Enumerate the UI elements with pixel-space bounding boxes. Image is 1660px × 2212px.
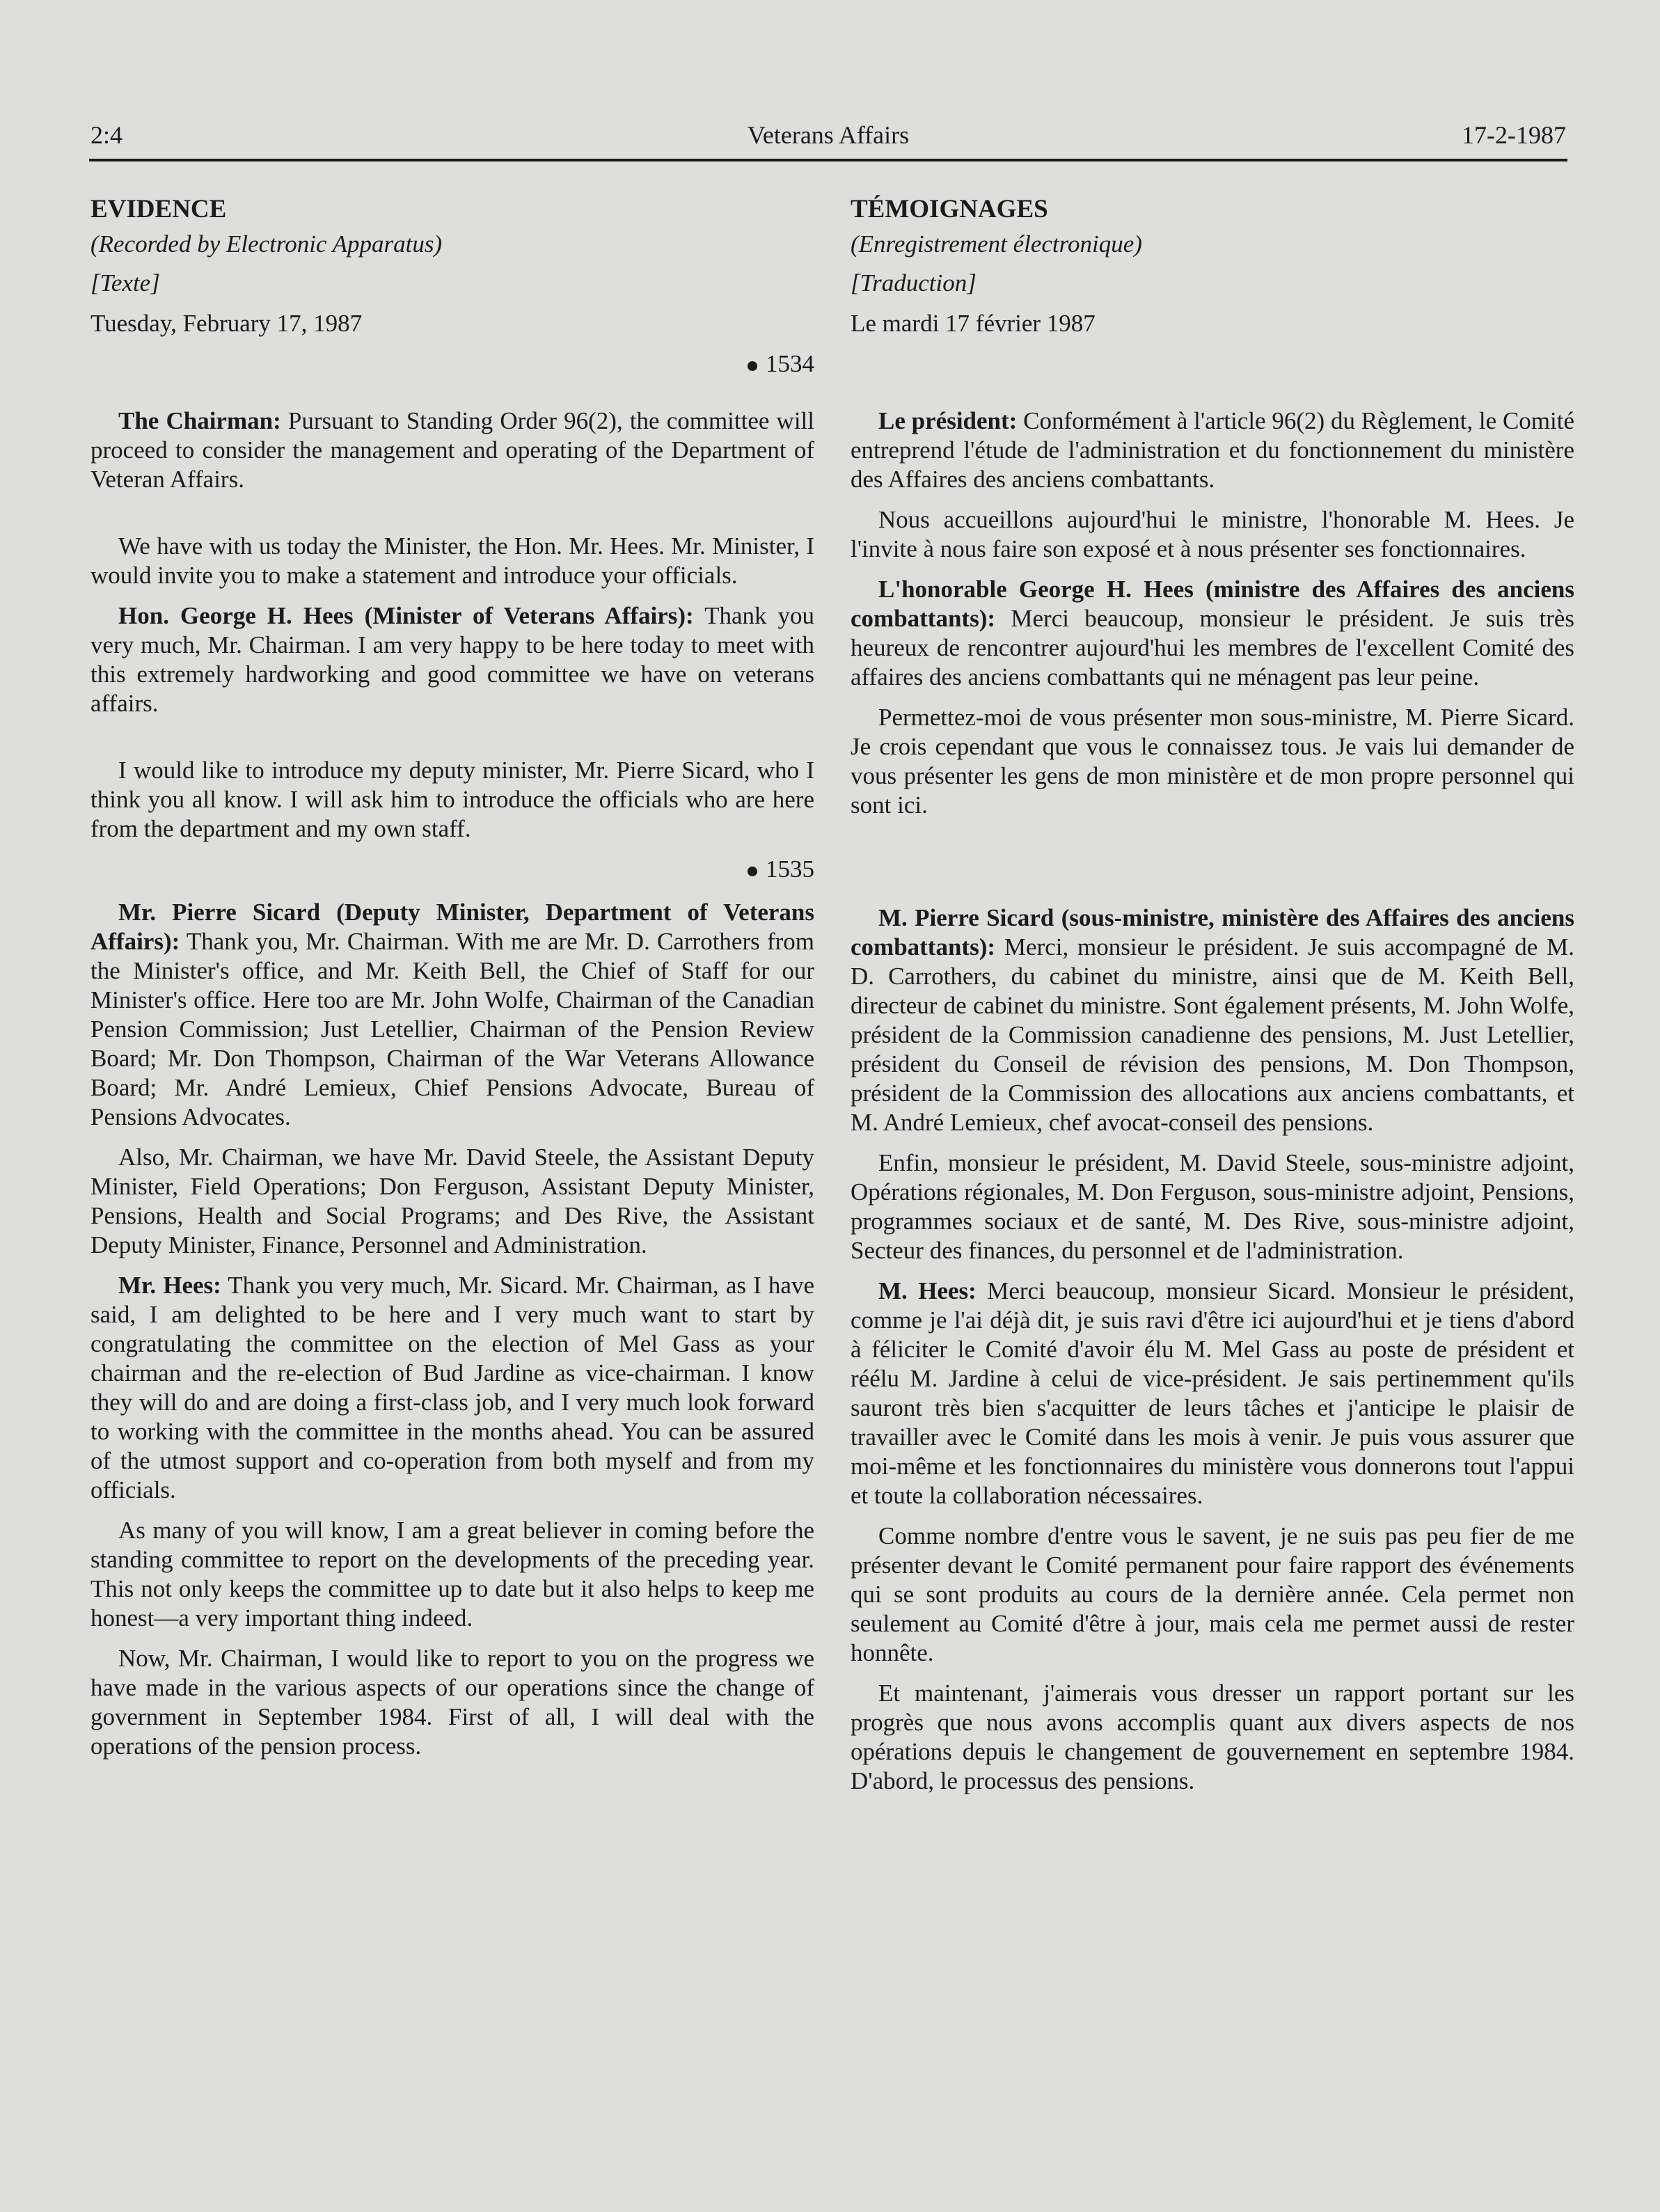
recording-note: (Enregistrement électronique) (851, 230, 1142, 258)
paragraph: M. Hees: Merci beaucoup, monsieur Sicard. Monsieur le président, comme je l'ai déjà dit, je suis ravi d'être ici aujourd'hui et je tiens d'abord à féliciter le Comité d'avoir élu M. Mel Gass au poste de président et réélu M. Jardine à celui de vice-président. Je sais pertinemment qu'ils sauront très bien s'acquitter de leurs tâches et j'anticipe le plaisir de travailler avec le Comité dans les mois à venir. Je puis vous assurer que moi-même et les fonctionnaires du ministère vous donnerons tout l'appui et toute la collaboration nécessaires. (851, 1277, 1574, 1509)
speaker: Hon. George H. Hees (Minister of Veterans Affairs): (118, 602, 694, 629)
speaker: The Chairman: (118, 407, 281, 434)
french-column (851, 188, 1574, 1796)
paragraph: M. Pierre Sicard (sous-ministre, ministère des Affaires des anciens combattants): Merci, monsieur le président. Je suis accompagné de M. D. Carrothers, du cabinet du ministre, ainsi que de M. Keith Bell, directeur de cabinet du ministre. Sont également présents, M. John Wolfe, président de la Commission canadienne des pensions, M. Just Letellier, président du Conseil de révision des pensions, M. Don Thompson, président de la Commission des allocations aux anciens combattants, et M. André Lemieux, chef avocat-conseil des pensions. (851, 904, 1574, 1136)
speaker: Mr. Hees: (118, 1272, 221, 1299)
section-heading: EVIDENCE (90, 195, 227, 223)
header-rule (89, 159, 1567, 161)
bullet-icon (748, 361, 757, 371)
paragraph: Hon. George H. Hees (Minister of Veterans Affairs): Thank you very much, Mr. Chairman. I am very happy to be here today to meet with this extremely hardworking and good committee we have on veterans affairs. (90, 602, 814, 717)
paragraph: Et maintenant, j'aimerais vous dresser un rapport portant sur les progrès que nous avons accomplis quant aux divers aspects de nos opérations depuis le changement de gouvernement en septembre 1984. D'abord, le processus des pensions. (851, 1680, 1574, 1794)
timestamp-1535: 1535 (90, 855, 814, 884)
speaker: M. Pierre Sicard (sous-ministre, ministère des Affaires des anciens combattants): (851, 904, 1574, 961)
english-column (90, 188, 814, 1761)
text-note: [Traduction] (851, 269, 977, 297)
paragraph: L'honorable George H. Hees (ministre des Affaires des anciens combattants): Merci beaucoup, monsieur le président. Je suis très heureux de rencontrer aujourd'hui les membres de l'excellent Comité des affaires des anciens combattants qui ne ménagent pas leur peine. (851, 576, 1574, 690)
paragraph: We have with us today the Minister, the Hon. Mr. Hees. Mr. Minister, I would invite you to make a statement and introduce your officials. (90, 532, 814, 589)
speaker: M. Hees: (878, 1277, 977, 1304)
paragraph: The Chairman: Pursuant to Standing Order 96(2), the committee will proceed to consider the management and operating of the Department of Veteran Affairs. (90, 407, 814, 493)
page-header (90, 120, 1566, 161)
timestamp-1534: 1534 (90, 349, 814, 379)
speaker: L'honorable George H. Hees (ministre des Affaires des anciens combattants): (851, 576, 1574, 632)
recording-note: (Recorded by Electronic Apparatus) (90, 230, 443, 258)
speaker: Mr. Pierre Sicard (Deputy Minister, Department of Veterans Affairs): (90, 899, 814, 955)
paragraph: Le président: Conformément à l'article 96(2) du Règlement, le Comité entreprend l'étude de l'administration et du fonctionnement du ministère des Affaires des anciens combattants. (851, 407, 1574, 493)
text-note: [Texte] (90, 269, 160, 297)
paragraph: Now, Mr. Chairman, I would like to report to you on the progress we have made in the various aspects of our operations since the change of government in September 1984. First of all, I will deal with the operations of the pension process. (90, 1645, 814, 1760)
paragraph: Comme nombre d'entre vous le savent, je ne suis pas peu fier de me présenter devant le Comité permanent pour faire rapport des événements qui se sont produits au cours de la dernière année. Cela permet non seulement au Comité d'être à jour, mais cela me permet aussi de rester honnête. (851, 1522, 1574, 1666)
header-date: 17-2-1987 (1462, 121, 1566, 149)
page-number: 2:4 (90, 121, 123, 149)
bullet-icon (748, 867, 757, 876)
speaker: Le président: (878, 407, 1018, 434)
paragraph: As many of you will know, I am a great believer in coming before the standing committee to report on the developments of the preceding year. This not only keeps the committee up to date but it also helps to keep me honest—a very important thing indeed. (90, 1517, 814, 1632)
paragraph: I would like to introduce my deputy minister, Mr. Pierre Sicard, who I think you all know. I will ask him to introduce the officials who are here from the department and my own staff. (90, 757, 814, 842)
paragraph: Mr. Pierre Sicard (Deputy Minister, Department of Veterans Affairs): Thank you, Mr. Chairman. With me are Mr. D. Carrothers from the Minister's office, and Mr. Keith Bell, the Chief of Staff for our Minister's office. Here too are Mr. John Wolfe, Chairman of the Canadian Pension Commission; Just Letellier, Chairman of the Pension Review Board; Mr. Don Thompson, Chairman of the War Veterans Allowance Board; Mr. André Lemieux, Chief Pensions Advocate, Bureau of Pensions Advocates. (90, 899, 814, 1130)
paragraph: Enfin, monsieur le président, M. David Steele, sous-ministre adjoint, Opérations régionales, M. Don Ferguson, sous-ministre adjoint, Pensions, programmes sociaux et de santé, M. Des Rive, sous-ministre adjoint, Secteur des finances, du personnel et de l'administration. (851, 1149, 1574, 1264)
paragraph: Also, Mr. Chairman, we have Mr. David Steele, the Assistant Deputy Minister, Field Operations; Don Ferguson, Assistant Deputy Minister, Pensions, Health and Social Programs; and Des Rive, the Assistant Deputy Minister, Finance, Personnel and Administration. (90, 1144, 814, 1258)
paragraph: Mr. Hees: Thank you very much, Mr. Sicard. Mr. Chairman, as I have said, I am delighted to be here and I very much want to start by congratulating the committee on the election of Mel Gass as your chairman and the re-election of Bud Jardine as vice-chairman. I know they will do and are doing a first-class job, and I very much look forward to working with the committee in the months ahead. You can be assured of the utmost support and co-operation from both myself and from my officials. (90, 1272, 814, 1503)
section-heading: TÉMOIGNAGES (851, 195, 1048, 223)
paragraph: Nous accueillons aujourd'hui le ministre, l'honorable M. Hees. Je l'invite à nous faire son exposé et à nous présenter ses fonctionnaires. (851, 506, 1574, 562)
sitting-date: Le mardi 17 février 1987 (851, 310, 1096, 337)
paragraph: Permettez-moi de vous présenter mon sous-ministre, M. Pierre Sicard. Je crois cependant que vous le connaissez tous. Je vais lui demander de vous présenter les gens de mon ministère et de mon propre personnel qui sont ici. (851, 704, 1574, 819)
sitting-date: Tuesday, February 17, 1987 (90, 310, 363, 337)
running-title: Veterans Affairs (747, 121, 910, 149)
